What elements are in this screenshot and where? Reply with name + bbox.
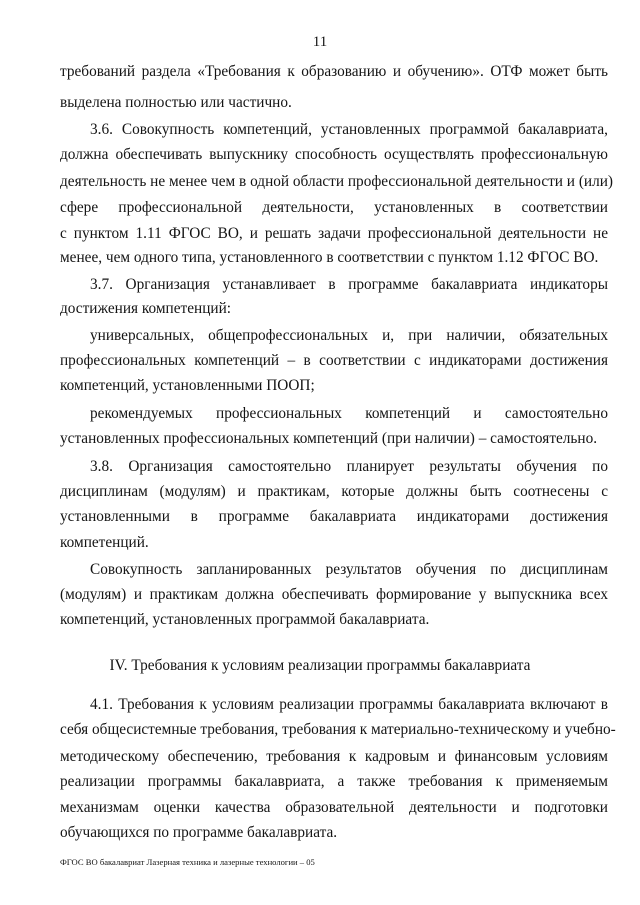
text-line: обучающихся по программе бакалавриата. xyxy=(60,824,338,841)
page-number: 11 xyxy=(312,34,328,50)
text-line: компетенций, установленными ПООП; xyxy=(60,377,315,394)
text-line: выделена полностью или частично. xyxy=(60,94,292,111)
text-line: компетенций. xyxy=(60,534,149,551)
text-line: 3.8. Организация самостоятельно планирует результаты обучения по xyxy=(90,458,608,475)
text-line: дисциплинам (модулям) и практикам, которые должны быть соотнесены с xyxy=(60,483,608,500)
text-line: профессиональных компетенций – в соответствии с индикаторами достижения xyxy=(60,352,608,369)
footer-text: ФГОС ВО бакалавриат Лазерная техника и лазерные технологии – 05 xyxy=(60,857,315,867)
text-line: установленными в программе бакалавриата индикаторами достижения xyxy=(60,508,608,525)
text-line: достижения компетенций: xyxy=(60,300,231,317)
text-line: себя общесистемные требования, требования к материально-техническому и учебно- xyxy=(60,721,616,738)
text-line: 4.1. Требования к условиям реализации программы бакалавриата включают в xyxy=(90,696,608,713)
text-line: сфере профессиональной деятельности, установленных в соответствии xyxy=(60,199,608,216)
text-line: с пунктом 1.11 ФГОС ВО, и решать задачи профессиональной деятельности не xyxy=(60,225,608,242)
text-line: универсальных, общепрофессиональных и, при наличии, обязательных xyxy=(90,327,608,344)
text-line: методическому обеспечению, требования к кадровым и финансовым условиям xyxy=(60,748,608,765)
text-line: механизмам оценки качества образовательной деятельности и подготовки xyxy=(60,799,608,816)
section-heading: IV. Требования к условиям реализации программы бакалавриата xyxy=(109,657,531,674)
text-line: требований раздела «Требования к образованию и обучению». ОТФ может быть xyxy=(60,63,608,80)
text-line: (модулям) и практикам должна обеспечивать формирование у выпускника всех xyxy=(60,586,608,603)
text-line: рекомендуемых профессиональных компетенций и самостоятельно xyxy=(90,405,608,422)
text-line: Совокупность запланированных результатов обучения по дисциплинам xyxy=(90,561,608,578)
text-line: должна обеспечивать выпускнику способность осуществлять профессиональную xyxy=(60,146,608,163)
text-line: реализации программы бакалавриата, а также требования к применяемым xyxy=(60,773,608,790)
text-line: деятельность не менее чем в одной области профессиональной деятельности и (или) xyxy=(60,173,614,190)
text-line: менее, чем одного типа, установленного в соответствии с пунктом 1.12 ФГОС ВО. xyxy=(60,249,599,266)
text-line: компетенций, установленных программой бакалавриата. xyxy=(60,611,430,628)
text-line: 3.6. Совокупность компетенций, установленных программой бакалавриата, xyxy=(90,121,608,138)
text-line: 3.7. Организация устанавливает в программе бакалавриата индикаторы xyxy=(90,276,608,293)
text-line: установленных профессиональных компетенций (при наличии) – самостоятельно. xyxy=(60,430,598,447)
